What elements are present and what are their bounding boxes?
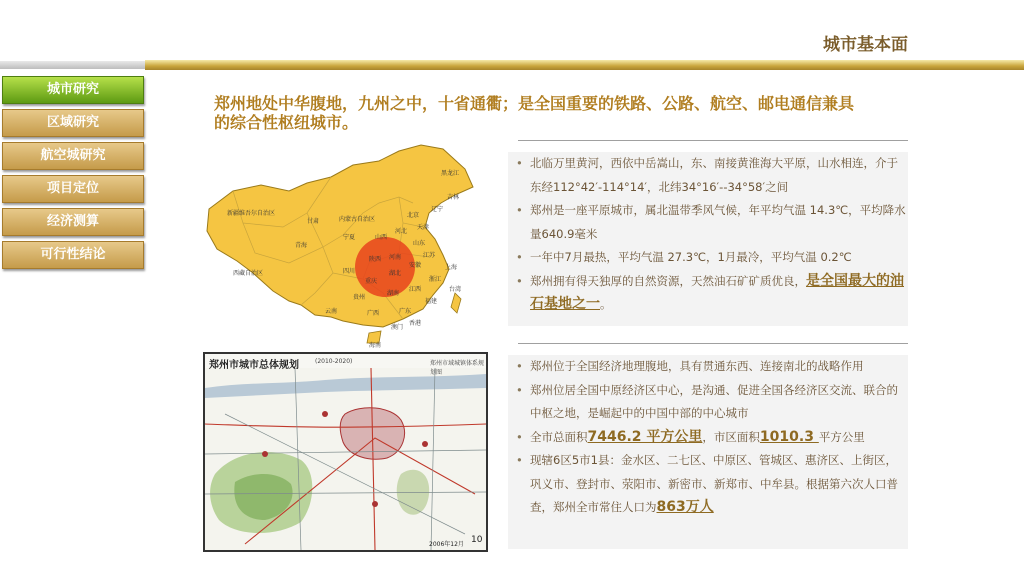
bullet-districts-population [530,449,908,520]
map-label-shandong: 山东 [413,240,426,247]
nav-item-feasibility-conclusion[interactable]: 可行性结论 [2,241,144,269]
header-bar-grey [0,61,160,69]
plan-map-title: 郑州市城市总体规划 [209,360,299,371]
bullet-temperature: • 一年中7月最热，平均气温 27.3℃，1月最冷，平均气温 0.2℃ [530,246,908,270]
info-panel-geography [508,152,908,326]
resources-text: 郑州拥有得天独厚的自然资源，天然油石矿矿质优良， [530,273,806,288]
taiwan-island [451,293,461,313]
map-label-hubei: 湖北 [389,270,402,277]
nav-item-airport-city-research[interactable]: 航空城研究 [2,142,144,170]
nav-item-region-research[interactable]: 区域研究 [2,109,144,137]
divider-middle [518,343,908,344]
header-bar-gold [145,60,1024,70]
map-label-jilin: 吉林 [447,194,460,201]
map-label-fujian: 福建 [425,298,438,305]
map-label-heilongjiang: 黑龙江 [441,170,460,177]
map-label-shaanxi: 陕西 [369,256,382,263]
map-label-taiwan: 台湾 [449,286,462,293]
map-label-hebei: 河北 [395,228,408,235]
map-label-henan: 河南 [389,254,402,261]
nav-item-city-research[interactable]: 城市研究 [2,76,144,104]
districts-text: 现辖6区5市1县：金水区、二七区、中原区、管城区、惠济区、上街区，巩义市、登封市、荥阳市、新密市、新郑市、中牟县。根据第六次人口普查，郑州全市常住人口为 [530,453,898,514]
plan-map-subtitle: (2010-2020) [315,358,353,365]
bullet-natural-resources [530,270,908,317]
map-label-chongqing: 重庆 [365,278,378,285]
map-label-xinjiang: 新疆维吾尔自治区 [227,210,276,217]
map-label-macau: 澳门 [391,324,404,331]
bullet-area [530,426,908,450]
map-label-zhejiang: 浙江 [429,276,442,283]
nav-item-project-positioning[interactable]: 项目定位 [2,175,144,203]
map-label-hongkong: 香港 [409,320,422,327]
map-label-sichuan: 四川 [343,268,356,275]
page-title: 城市基本面 [823,35,908,55]
bullet-climate: • 郑州是一座平原城市，属北温带季风气候，年平均气温 14.3℃，平均降水量640.9毫米 [530,199,908,246]
map-label-jiangsu: 江苏 [423,252,436,259]
sidebar-nav [2,76,144,274]
header-bar [0,60,1024,70]
map-label-tianjin: 天津 [417,224,430,231]
headline-line-1: 郑州地处中华腹地，九州之中，十省通衢；是全国重要的铁路、公路、航空、邮电通信兼具 [214,94,855,113]
total-area-highlight: 7446.2 平方公里 [587,428,703,445]
map-label-hunan: 湖南 [387,290,400,297]
resources-text-end: 。 [600,297,612,311]
nav-item-economic-calculation[interactable]: 经济测算 [2,208,144,236]
divider-top [518,140,908,141]
area-text-3: 平方公里 [818,429,865,444]
map-label-beijing: 北京 [407,212,420,219]
map-label-shanghai: 上海 [445,264,458,271]
plan-map-legend: 郑州市域城镇体系规划图 [430,360,485,376]
map-label-qinghai: 青海 [295,242,308,249]
headline-line-2: 的综合性枢纽城市。 [214,113,359,132]
map-label-tibet: 西藏自治区 [233,270,264,277]
map-label-guangdong: 广东 [399,308,412,315]
bullet-economic-center: • 郑州位居全国中原经济区中心，是沟通、促进全国各经济区交流、联合的中枢之地，是崛起中的中国中部的中心城市 [530,379,908,426]
map-label-shanxi: 山西 [375,234,388,241]
map-label-jiangxi: 江西 [409,286,422,293]
map-label-yunnan: 云南 [325,308,338,315]
map-label-inner-mongolia: 内蒙古自治区 [339,216,376,223]
map-label-ningxia: 宁夏 [343,234,356,241]
plan-map-graphic [205,354,486,550]
area-text-2: ，市区面积 [702,429,760,444]
bullet-geography-location: • 北临万里黄河，西依中岳嵩山，东、南接黄淮海大平原，山水相连，介于东经112°42′-114°14′，北纬34°16′--34°58′之间 [530,152,908,199]
resources-highlight: 是全国最大的油石基地之一 [530,272,904,312]
plan-map-page-number: 10 [471,535,483,545]
china-map [203,143,487,349]
info-panel-economy [508,355,908,549]
zhengzhou-plan-map [203,352,488,552]
population-highlight: 863万人 [656,499,714,515]
urban-area-highlight: 1010.3 [759,428,819,445]
map-label-anhui: 安徽 [409,262,422,269]
headline [214,94,914,132]
bullet-strategic-location: • 郑州位于全国经济地理腹地，具有贯通东西、连接南北的战略作用 [530,355,908,379]
area-text-1: 全市总面积 [530,429,588,444]
map-label-gansu: 甘肃 [307,218,320,225]
central-region-highlight [355,237,415,297]
map-label-liaoning: 辽宁 [431,206,444,213]
map-label-guangxi: 广西 [367,310,380,317]
map-label-guizhou: 贵州 [353,294,366,301]
map-label-hainan: 海南 [369,342,382,349]
plan-map-date: 2006年12月 [429,541,464,548]
